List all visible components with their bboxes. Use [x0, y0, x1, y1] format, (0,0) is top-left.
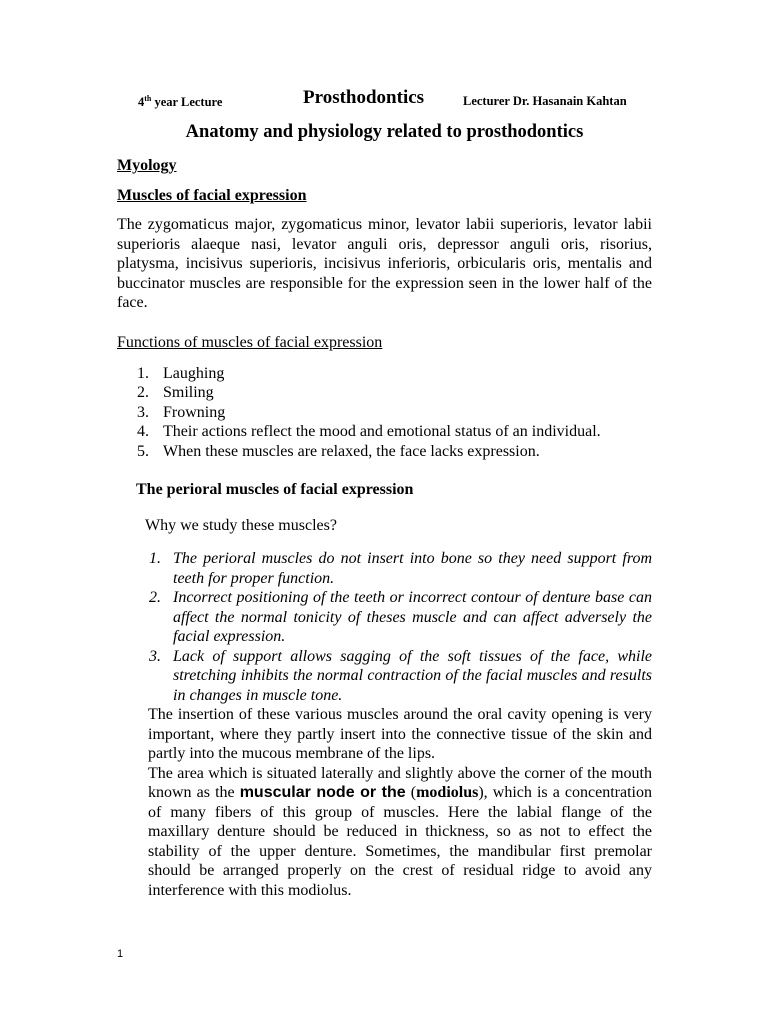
list-item: 4. Their actions reflect the mood and emotional status of an individual. [137, 423, 601, 440]
modiolus-term: modiolus [416, 784, 479, 801]
document-page [117, 86, 652, 900]
list-item: 2. Incorrect positioning of the teeth or incorrect contour of denture base can affect the normal tonicity of theses muscle and can affect adversely the facial expression. [149, 589, 652, 645]
modiolus-paragraph: The area which is situated laterally and slightly above the corner of the mouth known as the muscular node or the (modiolus), which is a concentration of many fibers of this group of muscles. Here the labial flange of the maxillary denture should be reduced in thickness, so as not to effect the stability of the upper denture. Sometimes, the mandibular first premolar should be arranged properly on the crest of residual ridge to avoid any interference with this modiolus. [148, 764, 652, 899]
insertion-paragraph: The insertion of these various muscles around the oral cavity opening is very important, where they partly insert into the connective tissue of the skin and partly into the mucous membrane of the lips. [148, 706, 652, 762]
page-number: 1 [117, 948, 124, 960]
section-heading-myology: Myology [117, 157, 177, 174]
lecturer-name: Lecturer Dr. Hasanain Kahtan [463, 94, 627, 108]
lecture-year: 4th year Lecture [138, 94, 223, 110]
lecture-header [117, 86, 652, 116]
list-item: 5. When these muscles are relaxed, the face lacks expression. [137, 442, 540, 460]
course-name: Prosthodontics [303, 87, 425, 108]
list-item: 3. Frowning [137, 403, 226, 421]
list-item: 1. The perioral muscles do not insert into bone so they need support from teeth for proper function. [149, 550, 652, 587]
section-heading-facial-muscles: Muscles of facial expression [117, 187, 307, 204]
reasons-list [149, 549, 652, 705]
functions-heading: Functions of muscles of facial expression [117, 333, 383, 351]
list-item: 1. Laughing [137, 364, 225, 382]
intro-paragraph: The zygomaticus major, zygomaticus minor, levator labii superioris, levator labii superioris alaeque nasi, levator anguli oris, depressor anguli oris, risorius, platysma, incisivus superioris, incisivus inferioris, orbicularis oris, mentalis and buccinator muscles are responsible for the expression seen in the lower half of the face. [117, 216, 652, 311]
why-question: Why we study these muscles? [145, 517, 337, 534]
document-title: Anatomy and physiology related to prosthodontics [185, 122, 584, 142]
perioral-heading: The perioral muscles of facial expression [136, 481, 414, 498]
muscular-node-term: muscular node or the [239, 784, 406, 801]
list-item: 3. Lack of support allows sagging of the soft tissues of the face, while stretching inhibits the normal contraction of the facial muscles and results in changes in muscle tone. [149, 647, 652, 704]
list-item: 2. Smiling [137, 384, 214, 401]
functions-list [137, 364, 652, 462]
